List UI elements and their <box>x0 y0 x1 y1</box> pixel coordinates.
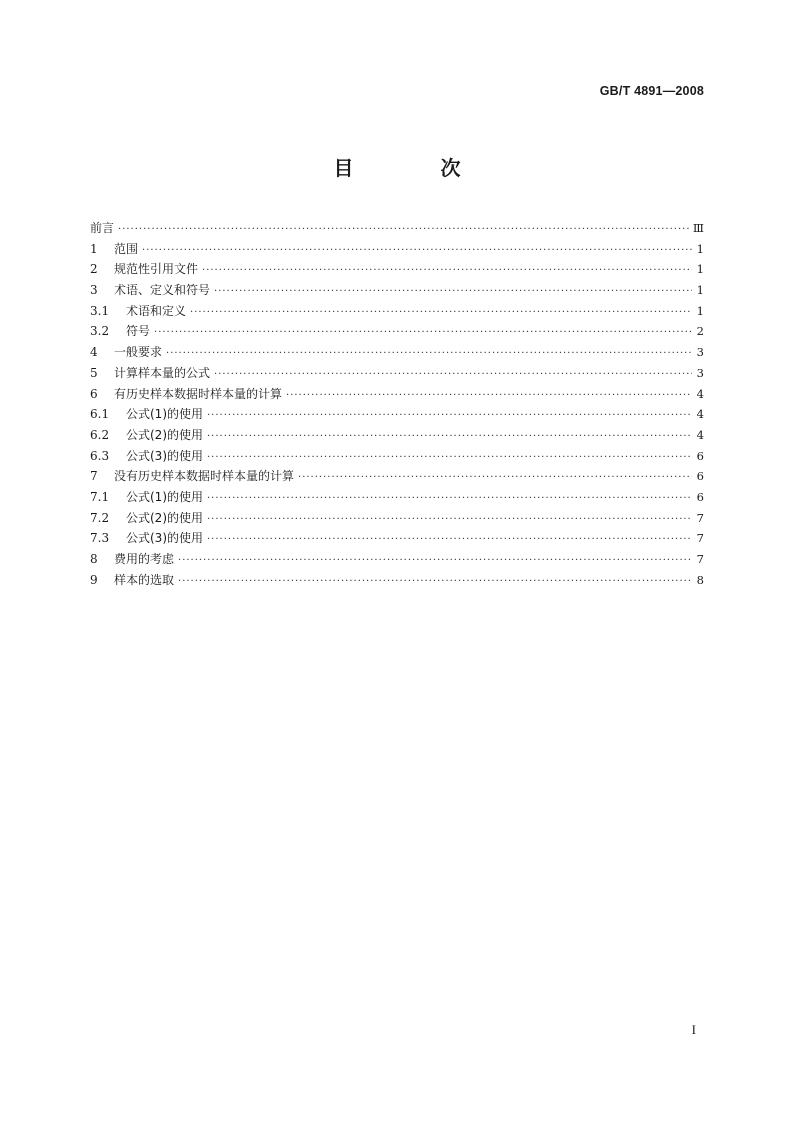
toc-dot-leader <box>207 406 692 427</box>
toc-entry-page: 1 <box>696 262 704 277</box>
toc-entry[interactable] <box>90 487 704 508</box>
toc-entry-number: 1 <box>90 241 98 256</box>
toc-entry-page: 1 <box>696 241 704 256</box>
page-title: 目 次 <box>333 156 501 180</box>
toc-entry-number: 6.2 <box>90 427 110 442</box>
toc-entry-page: 7 <box>696 510 704 525</box>
toc-entry-number: 6.1 <box>90 407 110 422</box>
toc-entry-number: 9 <box>90 572 98 587</box>
toc-entry-label: 公式(3)的使用 <box>126 531 203 546</box>
toc-entry-label: 公式(3)的使用 <box>126 448 203 463</box>
toc-entry-label: 公式(1)的使用 <box>126 489 203 504</box>
toc-entry[interactable] <box>90 528 704 549</box>
toc-dot-leader <box>207 427 692 448</box>
toc-entry-label: 计算样本量的公式 <box>114 365 211 380</box>
toc-entry-page: 2 <box>696 324 704 339</box>
toc-dot-leader <box>190 303 692 324</box>
toc-entry-number: 3.2 <box>90 324 110 339</box>
toc-entry-page: 7 <box>696 552 704 566</box>
toc-entry[interactable] <box>90 466 704 487</box>
toc-dot-leader <box>118 220 689 241</box>
toc-entry[interactable] <box>90 342 704 363</box>
toc-entry[interactable] <box>90 508 704 529</box>
toc-dot-leader <box>142 241 692 262</box>
toc-entry-page: 6 <box>696 489 704 504</box>
toc-entry[interactable] <box>90 384 704 405</box>
toc-entry-number: 4 <box>90 345 98 360</box>
toc-entry[interactable] <box>90 280 704 301</box>
toc-entry-label: 前言 <box>90 221 115 235</box>
toc-dot-leader <box>202 261 692 282</box>
toc-dot-leader <box>207 510 692 531</box>
toc-entry-number: 6.3 <box>90 448 110 463</box>
toc-dot-leader <box>298 468 692 489</box>
toc-entry-number: 7.2 <box>90 510 110 525</box>
toc-entry-page: 1 <box>696 283 704 298</box>
toc-entry-number: 3.1 <box>90 303 110 318</box>
toc-entry-number: 2 <box>90 262 98 277</box>
toc-entry-label: 公式(2)的使用 <box>126 510 203 525</box>
toc-entry-number: 3 <box>90 283 98 298</box>
toc-entry-number: 8 <box>90 552 98 566</box>
toc-entry-page: 4 <box>696 407 704 422</box>
toc-dot-leader <box>207 530 692 551</box>
toc-entry-label: 一般要求 <box>114 345 163 360</box>
toc-entry[interactable] <box>90 425 704 446</box>
toc-entry[interactable] <box>90 301 704 322</box>
standard-code: GB/T 4891—2008 <box>599 84 704 98</box>
toc-dot-leader <box>214 282 692 303</box>
table-of-contents <box>90 218 704 590</box>
toc-entry[interactable] <box>90 259 704 280</box>
toc-entry[interactable] <box>90 570 704 591</box>
toc-entry-label: 有历史样本数据时样本量的计算 <box>114 386 283 401</box>
toc-entry-page: 7 <box>696 531 704 546</box>
toc-entry-page: Ⅲ <box>692 221 704 235</box>
toc-entry-page: 3 <box>696 365 704 380</box>
toc-entry-label: 公式(1)的使用 <box>126 407 203 422</box>
toc-dot-leader <box>207 489 692 510</box>
toc-entry[interactable] <box>90 218 704 239</box>
toc-entry-page: 3 <box>696 345 704 360</box>
toc-entry-number: 7.3 <box>90 531 110 546</box>
toc-dot-leader <box>154 323 692 344</box>
toc-entry-number: 6 <box>90 386 98 401</box>
toc-entry-page: 1 <box>696 303 704 318</box>
toc-dot-leader <box>178 551 692 572</box>
toc-entry-label: 范围 <box>114 241 139 256</box>
toc-dot-leader <box>286 386 692 407</box>
toc-entry[interactable] <box>90 404 704 425</box>
toc-entry[interactable] <box>90 239 704 260</box>
toc-entry-label: 术语、定义和符号 <box>114 283 211 298</box>
toc-entry[interactable] <box>90 549 704 570</box>
toc-entry-label: 费用的考虑 <box>114 552 175 566</box>
toc-entry-page: 6 <box>696 469 704 484</box>
toc-entry-page: 4 <box>696 386 704 401</box>
toc-dot-leader <box>214 365 692 386</box>
toc-entry[interactable] <box>90 321 704 342</box>
toc-entry[interactable] <box>90 363 704 384</box>
toc-entry-number: 7 <box>90 469 98 484</box>
page-number: I <box>691 1022 696 1037</box>
toc-dot-leader <box>166 344 692 365</box>
toc-entry-number: 7.1 <box>90 489 110 504</box>
toc-entry-number: 5 <box>90 365 98 380</box>
toc-entry-page: 6 <box>696 448 704 463</box>
toc-entry-label: 术语和定义 <box>126 303 187 318</box>
toc-entry-label: 公式(2)的使用 <box>126 427 203 442</box>
toc-entry-label: 规范性引用文件 <box>114 262 199 277</box>
toc-dot-leader <box>207 448 692 469</box>
toc-entry-page: 4 <box>696 427 704 442</box>
toc-dot-leader <box>178 572 692 593</box>
toc-entry-page: 8 <box>696 572 704 587</box>
toc-entry-label: 符号 <box>126 324 151 339</box>
toc-entry[interactable] <box>90 446 704 467</box>
toc-entry-label: 没有历史样本数据时样本量的计算 <box>114 469 295 484</box>
toc-entry-label: 样本的选取 <box>114 572 175 587</box>
